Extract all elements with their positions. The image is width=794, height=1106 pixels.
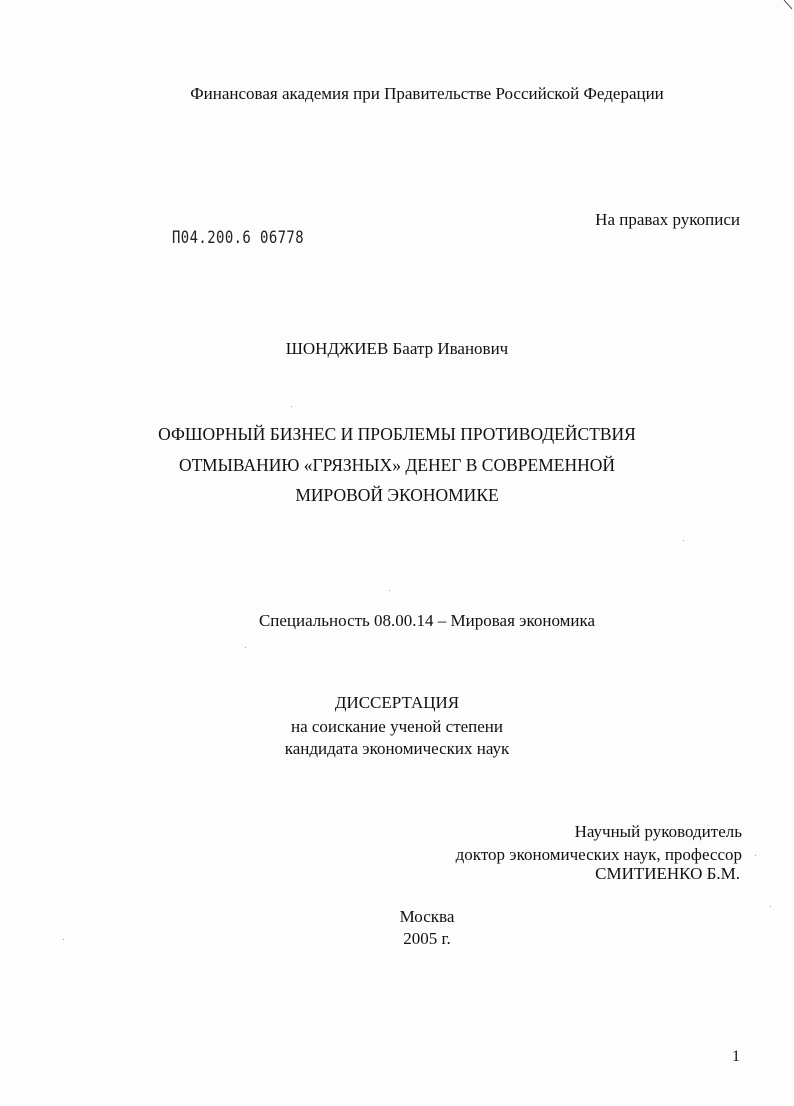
supervisor-rank: доктор экономических наук, профессор bbox=[455, 845, 742, 864]
scan-speck bbox=[389, 590, 390, 591]
scan-speck bbox=[63, 939, 64, 940]
thesis-title-line: МИРОВОЙ ЭКОНОМИКЕ bbox=[295, 485, 499, 505]
page-number: 1 bbox=[732, 1048, 740, 1065]
thesis-title-line: ОФШОРНЫЙ БИЗНЕС И ПРОБЛЕМЫ ПРОТИВОДЕЙСТВИЯ bbox=[158, 424, 636, 444]
supervisor-label: Научный руководитель bbox=[574, 822, 742, 841]
scan-speck bbox=[245, 647, 246, 648]
document-type: ДИССЕРТАЦИЯ bbox=[334, 693, 460, 712]
institution-name: Финансовая академия при Правительстве Российской Федерации bbox=[190, 84, 664, 103]
scan-speck bbox=[291, 406, 292, 407]
manuscript-note: На правах рукописи bbox=[595, 210, 740, 229]
scan-corner-mark bbox=[780, 0, 794, 14]
supervisor-name: СМИТИЕНКО Б.М. bbox=[595, 864, 740, 883]
author-name: ШОНДЖИЕВ Баатр Иванович bbox=[285, 339, 509, 358]
year: 2005 г. bbox=[403, 929, 451, 948]
thesis-title-line: ОТМЫВАНИЮ «ГРЯЗНЫХ» ДЕНЕГ В СОВРЕМЕННОЙ bbox=[178, 455, 616, 475]
speciality: Специальность 08.00.14 – Мировая экономика bbox=[258, 611, 596, 630]
scan-speck bbox=[770, 906, 771, 907]
registration-number-stamp: П04.200.6 06778 bbox=[172, 228, 305, 248]
degree-line: кандидата экономических наук bbox=[284, 739, 510, 758]
scan-speck bbox=[683, 540, 684, 541]
scan-speck bbox=[755, 855, 756, 856]
degree-line: на соискание ученой степени bbox=[290, 717, 504, 736]
city: Москва bbox=[399, 907, 455, 926]
